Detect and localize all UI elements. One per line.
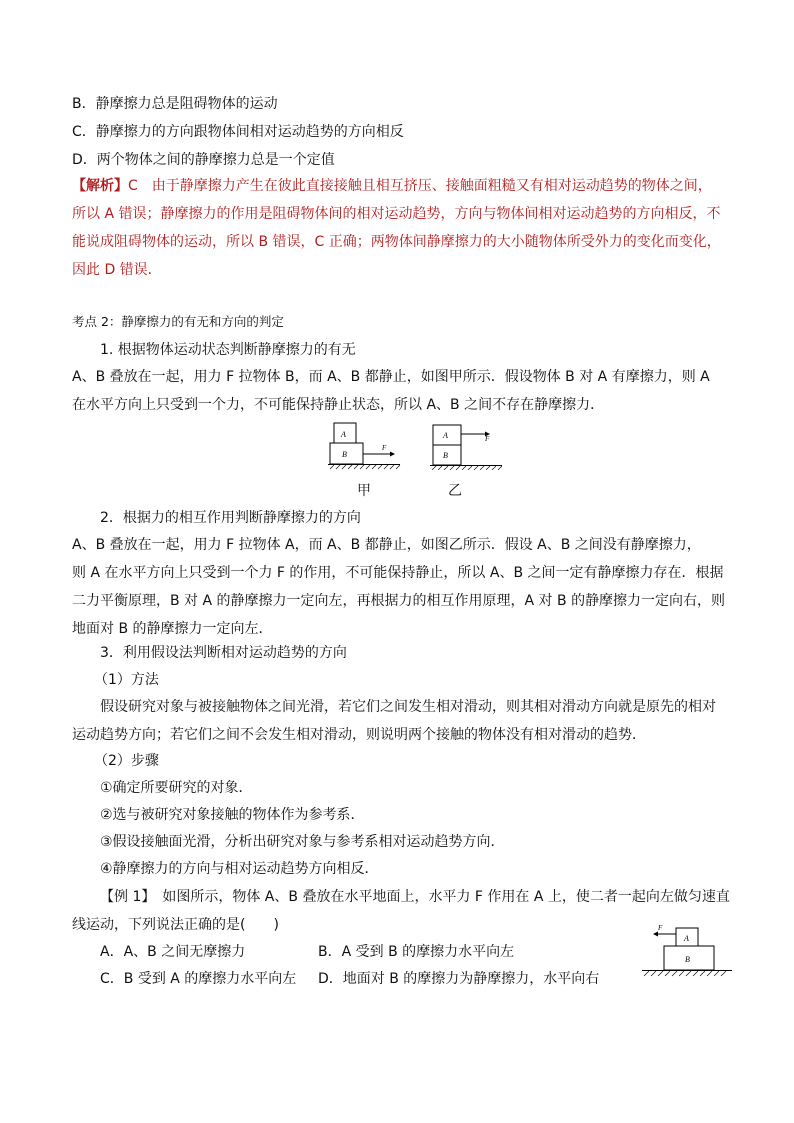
analysis-tag: 【解析】 (72, 178, 128, 194)
method-line-1: 假设研究对象与被接触物体之间光滑，若它们之间发生相对滑动，则其相对滑动方向就是原先的相对 (100, 699, 716, 715)
option-b: B．静摩擦力总是阻碍物体的运动 (72, 96, 278, 112)
method-line-2: 运动趋势方向；若它们之间不会发生相对滑动，则说明两个接触的物体没有相对滑动的趋势． (72, 727, 646, 743)
s2-title: 2．根据力的相互作用判断静摩擦力的方向 (100, 510, 361, 526)
section-title-kp2: 考点 2：静摩擦力的有无和方向的判定 (72, 314, 284, 329)
s1-line-2: 在水平方向上只受到一个力，不可能保持静止状态，所以 A、B 之间不存在静摩擦力． (72, 397, 605, 413)
step-4: ④静摩擦力的方向与相对运动趋势方向相反． (100, 861, 379, 877)
step-2: ②选与被研究对象接触的物体作为参考系． (100, 807, 365, 823)
block-a-label: A (684, 934, 689, 943)
method-title: （1）方法 (94, 672, 159, 688)
step-1: ①确定所要研究的对象． (100, 780, 253, 796)
example-option-b: B．A 受到 B 的摩擦力水平向左 (318, 944, 515, 960)
step-3: ③假设接触面光滑，分析出研究对象与参考系相对运动趋势方向． (100, 834, 505, 850)
analysis-line-2: 所以 A 错误；静摩擦力的作用是阻碍物体间的相对运动趋势，方向与物体间相对运动趋势的方向相反，不 (72, 206, 721, 222)
force-label: F (485, 435, 490, 443)
figure-yi (430, 422, 505, 470)
block-a-label: A (341, 430, 346, 439)
block-a-label: A (443, 431, 448, 440)
figure-example-1 (640, 920, 735, 980)
option-c: C．静摩擦力的方向跟物体间相对运动趋势的方向相反 (72, 124, 404, 140)
block-b-label: B (342, 450, 347, 459)
s1-title: 1. 根据物体运动状态判断静摩擦力的有无 (100, 342, 356, 358)
force-label: F (658, 924, 663, 932)
analysis (72, 176, 712, 196)
example-option-a: A．A、B 之间无摩擦力 (100, 944, 246, 960)
force-label: F (382, 444, 387, 452)
example-option-d: D．地面对 B 的摩擦力为静摩擦力，水平向右 (318, 971, 600, 987)
example-1-line-1: 【例 1】 如图所示，物体 A、B 叠放在水平地面上，水平力 F 作用在 A 上，使二者一起向左做匀速直 (100, 889, 730, 905)
caption-jia: 甲 (357, 483, 371, 499)
analysis-line-3: 能说成阻碍物体的运动，所以 B 错误，C 正确；两物体间静摩擦力的大小随物体所受外力的变化而变化， (72, 234, 721, 250)
s2-line-4: 地面对 B 的静摩擦力一定向左． (72, 621, 273, 637)
block-b-label: B (685, 955, 690, 964)
analysis-line-4: 因此 D 错误． (72, 262, 162, 278)
s2-line-2: 则 A 在水平方向上只受到一个力 F 的作用，不可能保持静止，所以 A、B 之间一定有静摩擦力存在．根据 (72, 565, 724, 581)
s3-title: 3．利用假设法判断相对运动趋势的方向 (100, 645, 347, 661)
figure-jia (328, 420, 403, 470)
example-option-c: C．B 受到 A 的摩擦力水平向左 (100, 971, 297, 987)
s2-line-1: A、B 叠放在一起，用力 F 拉物体 A，而 A、B 都静止，如图乙所示．假设 A、B 之间没有静摩擦力， (72, 537, 701, 553)
example-1-line-2: 线运动，下列说法正确的是( ) (72, 917, 279, 933)
steps-title: （2）步骤 (94, 753, 159, 769)
analysis-line-1: C 由于静摩擦力产生在彼此直接接触且相互挤压、接触面粗糙又有相对运动趋势的物体之间， (128, 178, 712, 194)
caption-yi: 乙 (448, 483, 462, 499)
block-b-label: B (443, 451, 448, 460)
s2-line-3: 二力平衡原理，B 对 A 的静摩擦力一定向左，再根据力的相互作用原理，A 对 B 的静摩擦力一定向右，则 (72, 593, 726, 609)
s1-line-1: A、B 叠放在一起，用力 F 拉物体 B，而 A、B 都静止，如图甲所示．假设物体 B 对 A 有摩擦力，则 A (72, 369, 710, 385)
option-d: D．两个物体之间的静摩擦力总是一个定值 (72, 152, 335, 168)
